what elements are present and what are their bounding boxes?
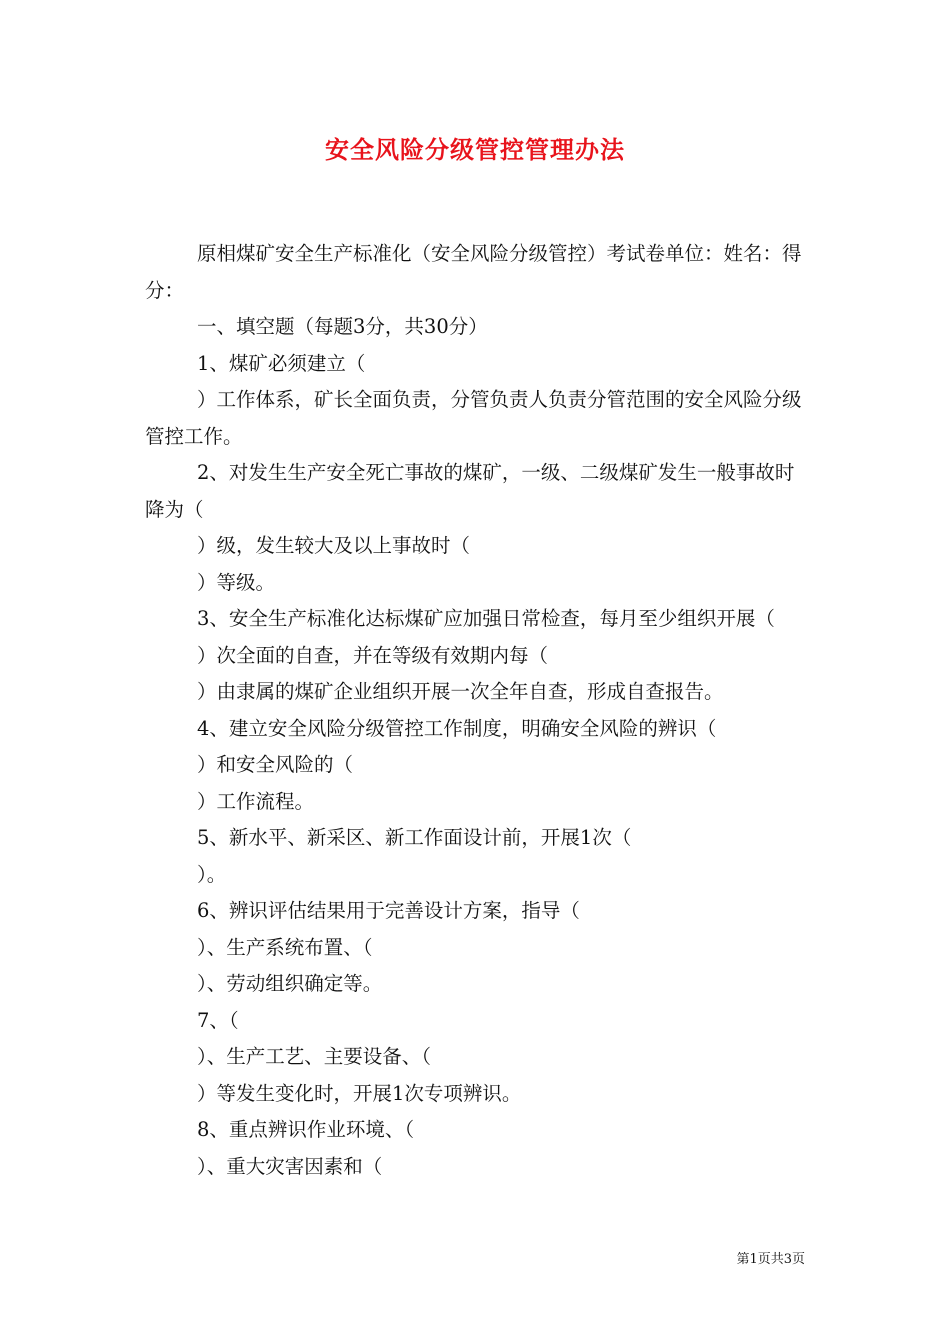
paragraph: ）、劳动组织确定等。 — [197, 972, 383, 995]
paragraph: ）、重大灾害因素和（ — [197, 1154, 383, 1178]
paragraph: ）级，发生较大及以上事故时（ — [197, 534, 471, 557]
paragraph: 4、建立安全风险分级管控工作制度，明确安全风险的辨识（ — [197, 716, 717, 740]
paragraph: ）由隶属的煤矿企业组织开展一次全年自查，形成自查报告。 — [197, 680, 724, 703]
paragraph: 6、辨识评估结果用于完善设计方案，指导（ — [197, 899, 580, 922]
paragraph: ）、生产系统布置、（ — [197, 935, 373, 959]
paragraph: ）、生产工艺、主要设备、（ — [197, 1045, 432, 1068]
paragraph: ）。 — [197, 862, 227, 886]
paragraph: 7、（ — [197, 1008, 239, 1032]
paragraph: 8、重点辨识作业环境、（ — [197, 1118, 415, 1141]
document-title: 安全风险分级管控管理办法 — [325, 135, 625, 164]
paragraph: ）等发生变化时，开展1次专项辨识。 — [197, 1081, 522, 1105]
paragraph: ）等级。 — [197, 570, 276, 594]
paragraph: 5、新水平、新采区、新工作面设计前，开展1次（ — [197, 826, 632, 849]
paragraph: ）工作体系，矿长全面负责，分管负责人负责分管范围的安全风险分级管控工作。 — [145, 388, 802, 448]
paragraph: ）和安全风险的（ — [197, 753, 354, 776]
paragraph: ）工作流程。 — [197, 789, 315, 813]
paragraph: 1、煤矿必须建立（ — [197, 351, 366, 375]
paragraph: 原相煤矿安全生产标准化（安全风险分级管控）考试卷单位：姓名：得分： — [145, 242, 802, 302]
paragraph: 3、安全生产标准化达标煤矿应加强日常检查，每月至少组织开展（ — [197, 607, 775, 630]
paragraph: ）次全面的自查，并在等级有效期内每（ — [197, 643, 549, 667]
paragraph: 2、对发生生产安全死亡事故的煤矿，一级、二级煤矿发生一般事故时降为（ — [145, 461, 795, 521]
paragraph: 一、填空题（每题3分，共30分） — [197, 315, 488, 338]
document-body — [145, 236, 813, 1185]
page-number: 第1页共3页 — [736, 1252, 805, 1267]
